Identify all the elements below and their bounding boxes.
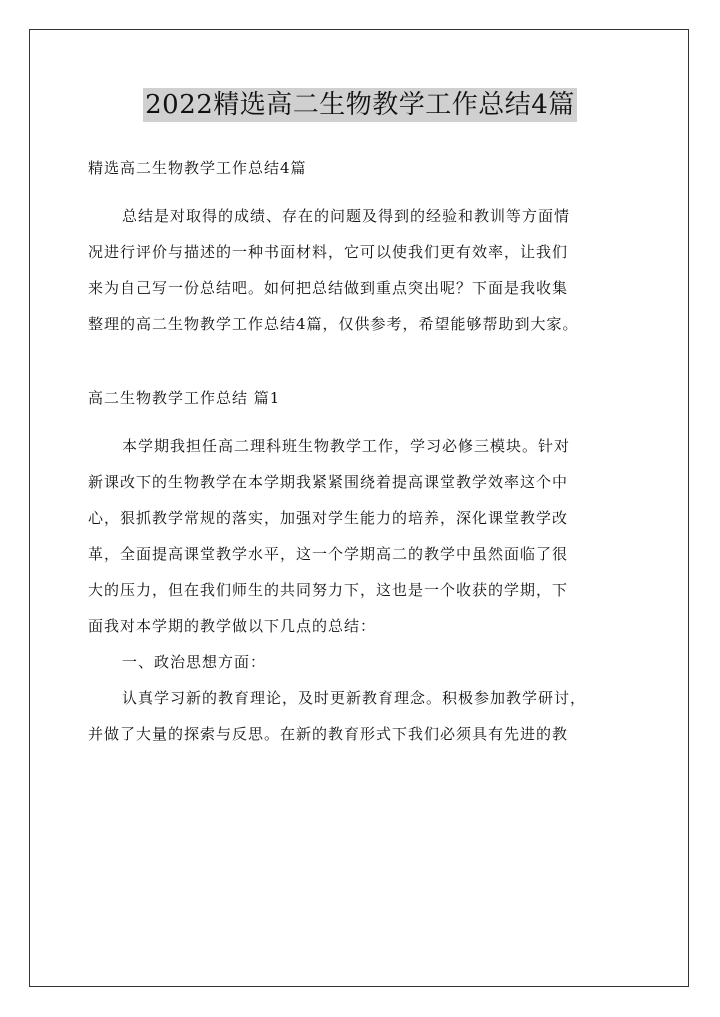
body-line: 革，全面提高课堂教学水平，这一个学期高二的教学中虽然面临了很 xyxy=(88,545,569,563)
body-line: 大的压力，但在我们师生的共同努力下，这也是一个收获的学期，下 xyxy=(88,581,569,599)
section-heading: 高二生物教学工作总结 篇1 xyxy=(88,389,281,407)
body-line: 本学期我担任高二理科班生物教学工作，学习必修三模块。针对 xyxy=(122,437,571,455)
document-title: 2022精选高二生物教学工作总结4篇 xyxy=(145,90,575,120)
body2-line: 认真学习新的教育理论，及时更新教育理念。积极参加教学研讨， xyxy=(122,689,587,707)
document-body xyxy=(88,150,630,752)
body-line: 新课改下的生物教学在本学期我紧紧围绕着提高课堂教学效率这个中 xyxy=(88,473,569,491)
title-container xyxy=(0,88,720,122)
intro-line: 整理的高二生物教学工作总结4篇，仅供参考，希望能够帮助到大家。 xyxy=(88,315,579,333)
intro-line: 况进行评价与描述的一种书面材料，它可以使我们更有效率，让我们 xyxy=(88,243,569,261)
body-line: 面我对本学期的教学做以下几点的总结： xyxy=(88,617,377,635)
subtitle: 精选高二生物教学工作总结4篇 xyxy=(88,159,307,177)
intro-line: 来为自己写一份总结吧。如何把总结做到重点突出呢？下面是我收集 xyxy=(88,279,569,297)
subheading: 一、政治思想方面： xyxy=(122,653,267,671)
body-line: 心，狠抓教学常规的落实，加强对学生能力的培养，深化课堂教学改 xyxy=(88,509,569,527)
intro-line: 总结是对取得的成绩、存在的问题及得到的经验和教训等方面情 xyxy=(122,207,571,225)
body2-line: 并做了大量的探索与反思。在新的教育形式下我们必须具有先进的教 xyxy=(88,725,569,743)
